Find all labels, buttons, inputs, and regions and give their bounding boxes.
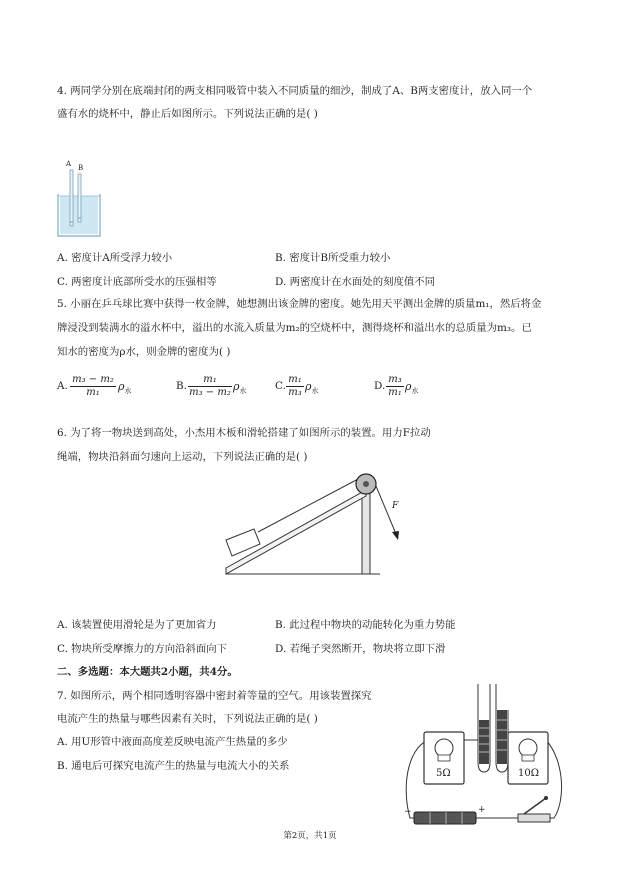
q6-incline-pulley-figure — [220, 470, 420, 580]
q6-option-a[interactable]: A. 该装置使用滑轮是为了更加省力 — [57, 619, 217, 631]
q7-figure-battery-plus: + — [478, 805, 486, 815]
q5-option-a-rho: $\rho_水$ — [118, 380, 132, 396]
q4-figure-label-a: A — [66, 160, 72, 168]
q7-option-a[interactable]: A. 用U形管中液面高度差反映电流产生热量的多少 — [57, 736, 288, 748]
q4-option-d[interactable]: D. 两密度计在水面处的刻度值不同 — [275, 276, 436, 288]
section-heading-multiple-choice: 二、多选题：本大题共2小题，共4分。 — [57, 666, 238, 678]
q5-option-d-numerator: m₃ — [386, 374, 404, 387]
q5-option-c-rho: $\rho_水$ — [305, 380, 319, 396]
q4-stem-line2: 盛有水的烧杯中，静止后如图所示。下列说法正确的是( ) — [57, 108, 318, 120]
q5-option-c-numerator: m₁ — [286, 374, 304, 387]
q7-figure-resistor-right: 10Ω — [518, 768, 540, 779]
q5-stem-line3: 知水的密度为ρ水，则金牌的密度为( ) — [57, 346, 231, 358]
q6-stem-line1: 6. 为了将一物块送到高处，小杰用木板和滑轮搭建了如图所示的装置。用力F拉动 — [57, 427, 431, 439]
q5-option-b-rho: $\rho_水$ — [233, 380, 247, 396]
q5-stem-line1: 5. 小丽在乒乓球比赛中获得一枚金牌，她想测出该金牌的密度。她先用天平测出金牌的质量m₁，然后将金 — [57, 298, 542, 310]
q5-option-c-label[interactable]: C. — [275, 380, 286, 392]
q5-option-a-fraction[interactable] — [70, 374, 116, 399]
page-footer: 第2页，共1页 — [283, 831, 337, 841]
q5-option-a-denominator: m₁ — [86, 387, 100, 398]
q4-option-c[interactable]: C. 两密度计底部所受水的压强相等 — [57, 276, 217, 288]
q5-option-b-fraction[interactable] — [188, 374, 232, 399]
q6-figure-label-f: F — [392, 501, 399, 511]
q5-option-b-label[interactable]: B. — [176, 380, 187, 392]
q6-option-b[interactable]: B. 此过程中物块的动能转化为重力势能 — [275, 619, 456, 631]
q5-option-d-label[interactable]: D. — [374, 380, 386, 392]
q7-option-b[interactable]: B. 通电后可探究电流产生的热量与电流大小的关系 — [57, 760, 290, 772]
q5-option-b-numerator: m₁ — [188, 374, 232, 387]
q5-option-a-label[interactable]: A. — [57, 380, 68, 392]
q7-figure-battery-minus: − — [404, 807, 412, 817]
q5-option-d-denominator: m₁ — [388, 387, 402, 398]
q4-stem-line1: 4. 两同学分别在底端封闭的两支相同吸管中装入不同质量的细沙，制成了A、B两支密度计，放入同一个 — [57, 85, 533, 97]
q5-option-b-denominator: m₃ − m₂ — [189, 387, 231, 398]
q5-option-c-fraction[interactable] — [286, 374, 304, 399]
q7-stem-line2: 电流产生的热量与哪些因素有关时，下列说法正确的是( ) — [57, 713, 318, 725]
q6-option-c[interactable]: C. 物块所受摩擦力的方向沿斜面向下 — [57, 643, 228, 655]
q7-figure-resistor-left: 5Ω — [436, 768, 451, 779]
q5-option-c-denominator: m₃ — [288, 387, 302, 398]
q5-option-d-fraction[interactable] — [386, 374, 404, 399]
q4-option-a[interactable]: A. 密度计A所受浮力较小 — [57, 252, 173, 264]
q5-option-d-rho: $\rho_水$ — [405, 380, 419, 396]
q5-stem-line2: 牌浸没到装满水的溢水杯中，溢出的水流入质量为m₂的空烧杯中，测得烧杯和溢出水的总质量为m₃。已 — [57, 322, 532, 334]
q6-stem-line2: 绳端，物块沿斜面匀速向上运动，下列说法正确的是( ) — [57, 451, 308, 463]
q7-stem-line1: 7. 如图所示，两个相同透明容器中密封着等量的空气。用该装置探究 — [57, 690, 372, 702]
q6-option-d[interactable]: D. 若绳子突然断开，物块将立即下滑 — [275, 643, 446, 655]
q4-figure-label-b: B — [78, 164, 84, 172]
q4-option-b[interactable]: B. 密度计B所受重力较小 — [275, 252, 391, 264]
q5-option-a-numerator: m₃ − m₂ — [70, 374, 116, 387]
